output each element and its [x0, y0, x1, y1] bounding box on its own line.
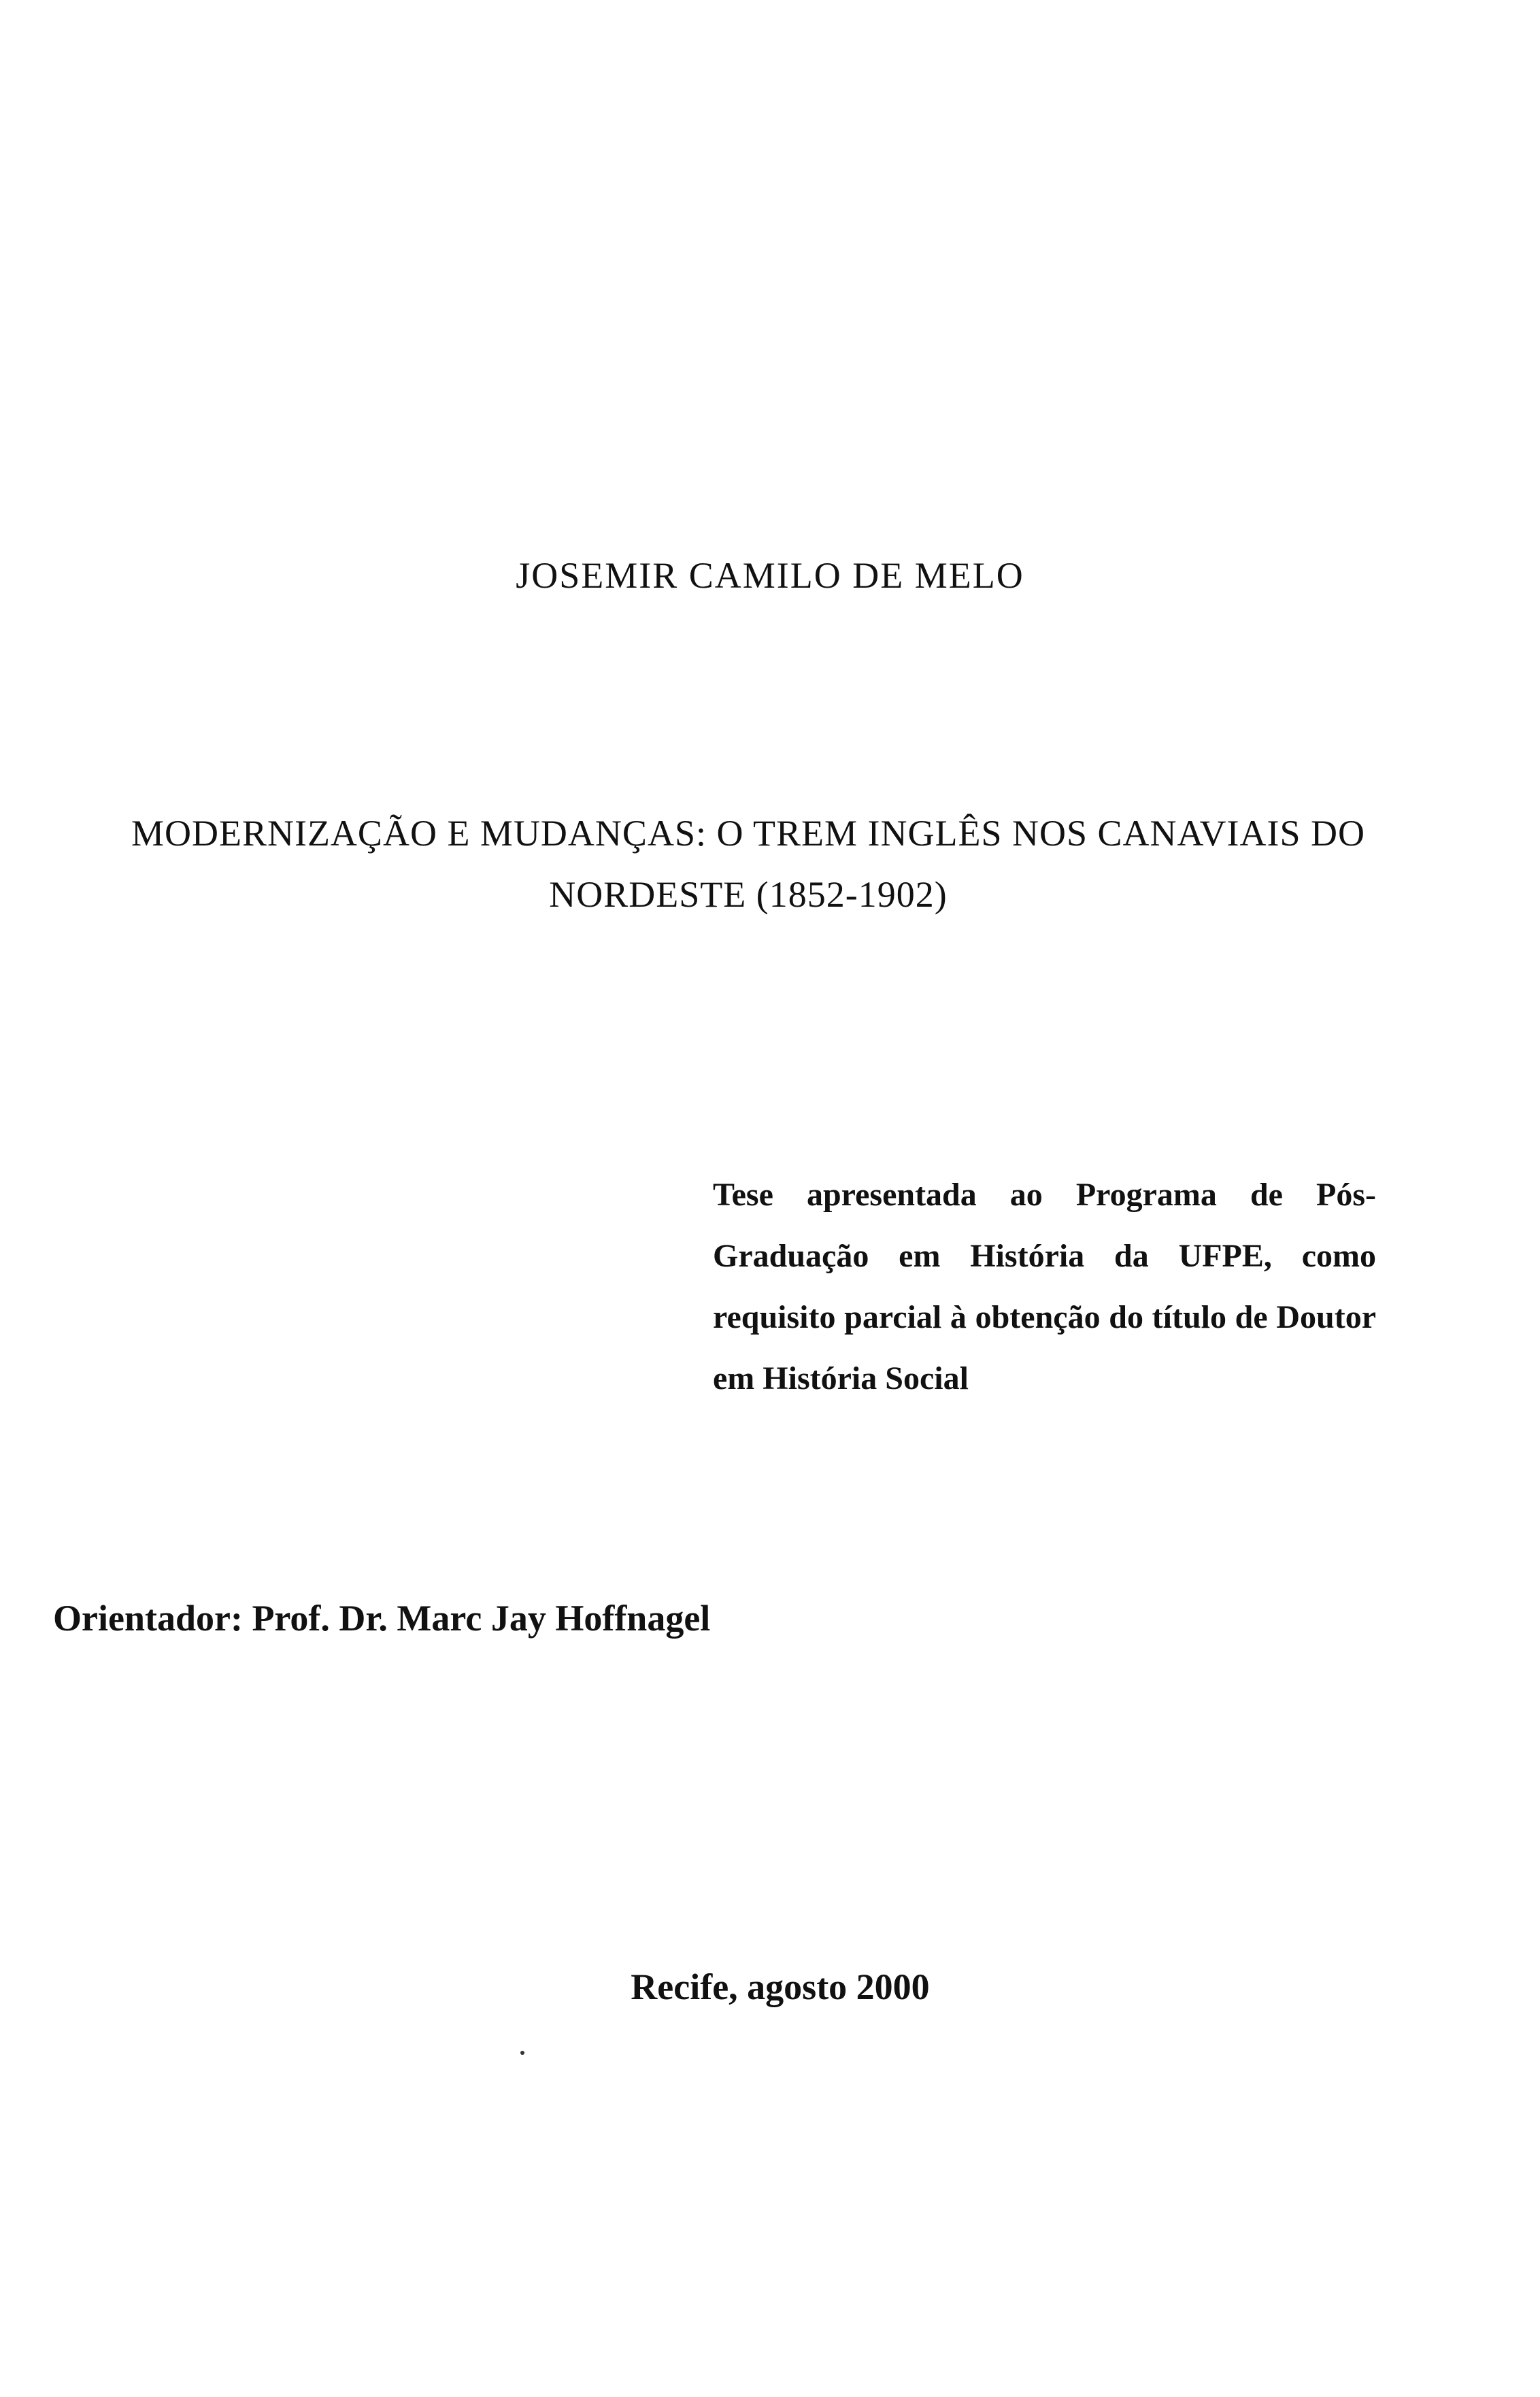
place-date: Recife, agosto 2000	[631, 1966, 930, 2007]
ink-speck	[520, 2051, 524, 2055]
thesis-title-line-1: MODERNIZAÇÃO E MUDANÇAS: O TREM INGLÊS NOS CANAVIAIS DO	[131, 813, 1366, 854]
advisor: Orientador: Prof. Dr. Marc Jay Hoffnagel	[53, 1598, 711, 1639]
author-name: JOSEMIR CAMILO DE MELO	[516, 555, 1024, 596]
thesis-note: Tese apresentada ao Programa de Pós-Graduação em História da UFPE, como requisito parcial à obtenção do título de Doutor em História Social	[713, 1177, 1376, 1396]
thesis-title-line-2: NORDESTE (1852-1902)	[549, 874, 948, 915]
thesis-title	[82, 803, 1415, 925]
